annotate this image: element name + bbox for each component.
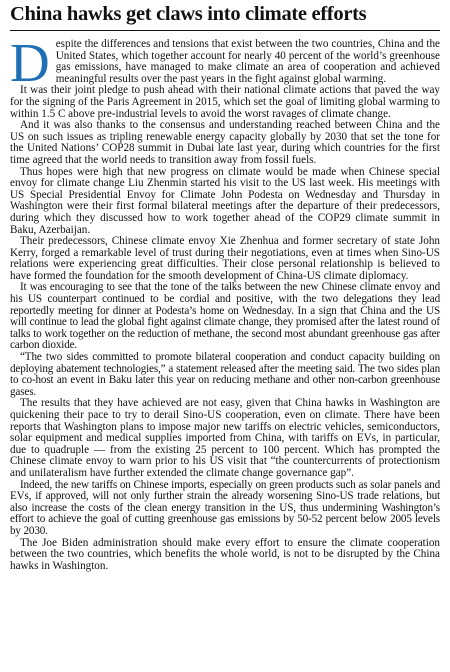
article-body [10,32,440,572]
paragraph-cop28: And it was also thanks to the consensus and understanding reached between China and the US on such issues as tripling renewable energy capacity globally by 2030 that set the tone for the United Nations’ COP28 summit in Dubai late last year, during which countries for the first time agreed that the world needs to transition away from fossil fuels. [10,119,440,166]
paragraph-conclusion: The Joe Biden administration should make every effort to ensure the climate cooperation between the two countries, which benefits the whole world, is not to be disrupted by the China hawks in Washington. [10,536,440,572]
paragraph-statement: “The two sides committed to promote bilateral cooperation and conduct capacity building on deploying abatement technologies,” a statement released after the meeting said. The two sides plan to co-host an event in Baku later this year on reducing methane and other non-carbon greenhouse gases. [10,351,440,398]
paragraph-tariffs: The results that they have achieved are not easy, given that China hawks in Washington are quickening their pace to try to derail Sino-US cooperation, even on climate. There have been reports that Washington plans to impose major new tariffs on electric vehicles, semiconductors, solar equipment and medical supplies imported from China, with tariffs on EVs, in particular, due to quadruple — from the existing 25 percent to 100 percent. Which has prompted the Chinese climate envoy to warn prior to his US visit that “the countercurrents of protectionism and unilateralism have further extended the climate change governance gap”. [10,397,440,479]
lead-paragraph [10,32,440,93]
lead-text: espite the differences and tensions that exist between the two countries, China and the United States, which together account for nearly 40 percent of the world’s greenhouse gas emissions, have managed to make climate an area of cooperation and achieved meaningful results over the past years in the fight against global warming. [55,38,440,85]
paragraph-envoy-visit: Thus hopes were high that new progress on climate would be made when Chinese special envoy for climate change Liu Zhenmin started his visit to the US last week. His meetings with US Special Presidential Envoy for Climate John Podesta on Wednesday and Thursday in Washington were their first formal bilateral meetings after the departure of their predecessors, during which they discussed how to work together ahead of the COP29 climate summit in Baku, Azerbaijan. [10,165,440,236]
paragraph-predecessors: Their predecessors, Chinese climate envoy Xie Zhenhua and former secretary of state John Kerry, forged a remarkable level of trust during their negotiations, even at times when Sino-US relations were experiencing great difficulties. Their close personal relationship is believed to have formed the foundation for the smooth development of China-US climate diplomacy. [10,235,440,282]
paragraph-paris-agreement: It was their joint pledge to push ahead with their national climate actions that paved the way for the signing of the Paris Agreement in 2015, which set the goal of limiting global warming to within 1.5 C above pre-industrial levels to avoid the worst ravages of climate change. [10,84,440,120]
headline: China hawks get claws into climate efforts [10,3,367,25]
paragraph-methane: It was encouraging to see that the tone of the talks between the new Chinese climate envoy and his US counterpart continued to be cordial and positive, with the two delegations they lead reportedly meeting for dinner at Podesta’s home on Wednesday. In a sign that China and the US will continue to lead the global fight against climate change, they promised after the latest round of talks to work together on the reduction of methane, the second most abundant greenhouse gas after carbon dioxide. [10,281,440,352]
headline-rule [10,30,440,31]
drop-cap: D [10,32,50,93]
paragraph-green-products: Indeed, the new tariffs on Chinese imports, especially on green products such as solar panels and EVs, if approved, will not only further strain the already worsening Sino-US trade relations, but also increase the costs of the clean energy transition in the US, thus undermining Washington’s effort to achieve the goal of cutting greenhouse gas emissions by 50-52 percent below 2005 levels by 2030. [10,478,440,537]
